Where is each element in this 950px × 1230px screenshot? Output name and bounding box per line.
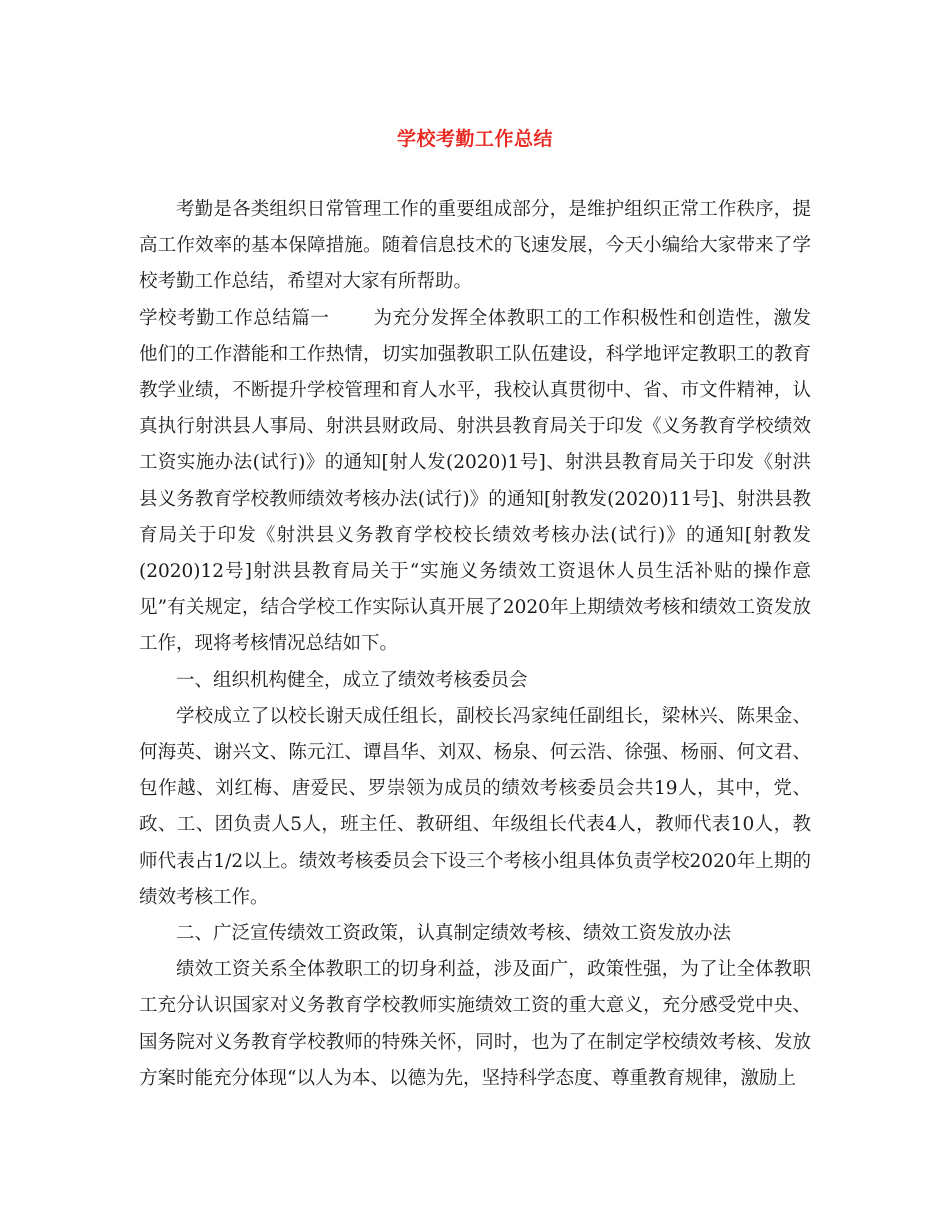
section-paragraph-1: 学校成立了以校长谢天成任组长，副校长冯家纯任副组长，梁林兴、陈果金、何海英、谢兴文、陈元江、谭昌华、刘双、杨泉、何云浩、徐强、杨丽、何文君、包作越、刘红梅、唐爱民、罗崇领为成员的绩效考核委员会共19人，其中，党、政、工、团负责人5人，班主任、教研组、年级组长代表4人，教师代表10人，教师代表占1/2以上。绩效考核委员会下设三个考核小组具体负责学校2020年上期的绩效考核工作。 — [139, 705, 811, 908]
section-paragraph-2: 绩效工资关系全体教职工的切身利益，涉及面广，政策性强，为了让全体教职工充分认识国家对义务教育学校教师实施绩效工资的重大意义，充分感受党中央、国务院对义务教育学校教师的特殊关怀，同时，也为了在制定学校绩效考核、发放方案时能充分体现“以人为本、以德为先，坚持科学态度、尊重教育规律，激励上 — [139, 959, 811, 1089]
section-heading-2: 二、广泛宣传绩效工资政策，认真制定绩效考核、绩效工资发放办法 — [176, 923, 732, 945]
document-title: 学校考勤工作总结 — [396, 128, 553, 150]
part-body: 为充分发挥全体教职工的工作积极性和创造性，激发他们的工作潜能和工作热情，切实加强教职工队伍建设，科学地评定教职工的教育教学业绩，不断提升学校管理和育人水平，我校认真贯彻中、省、市文件精神，认真执行射洪县人事局、射洪县财政局、射洪县教育局关于印发《义务教育学校绩效工资实施办法(试行)》的通知[射人发(2020)1号]、射洪县教育局关于印发《射洪县义务教育学校教师绩效考核办法(试行)》的通知[射教发(2020)11号]、射洪县教育局关于印发《射洪县义务教育学校校长绩效考核办法(试行)》的通知[射教发(2020)12号]射洪县教育局关于“实施义务绩效工资退休人员生活补贴的操作意见”有关规定，结合学校工作实际认真开展了2020年上期绩效考核和绩效工资发放工作，现将考核情况总结如下。 — [139, 307, 811, 655]
section-heading-1: 一、组织机构健全，成立了绩效考核委员会 — [176, 669, 528, 691]
document-body — [139, 192, 811, 1097]
part-label: 学校考勤工作总结篇一 — [139, 307, 330, 329]
intro-paragraph: 考勤是各类组织日常管理工作的重要组成部分，是维护组织正常工作秩序，提高工作效率的基本保障措施。随着信息技术的飞速发展，今天小编给大家带来了学校考勤工作总结，希望对大家有所帮助。 — [139, 199, 811, 293]
part-paragraph — [139, 301, 811, 663]
